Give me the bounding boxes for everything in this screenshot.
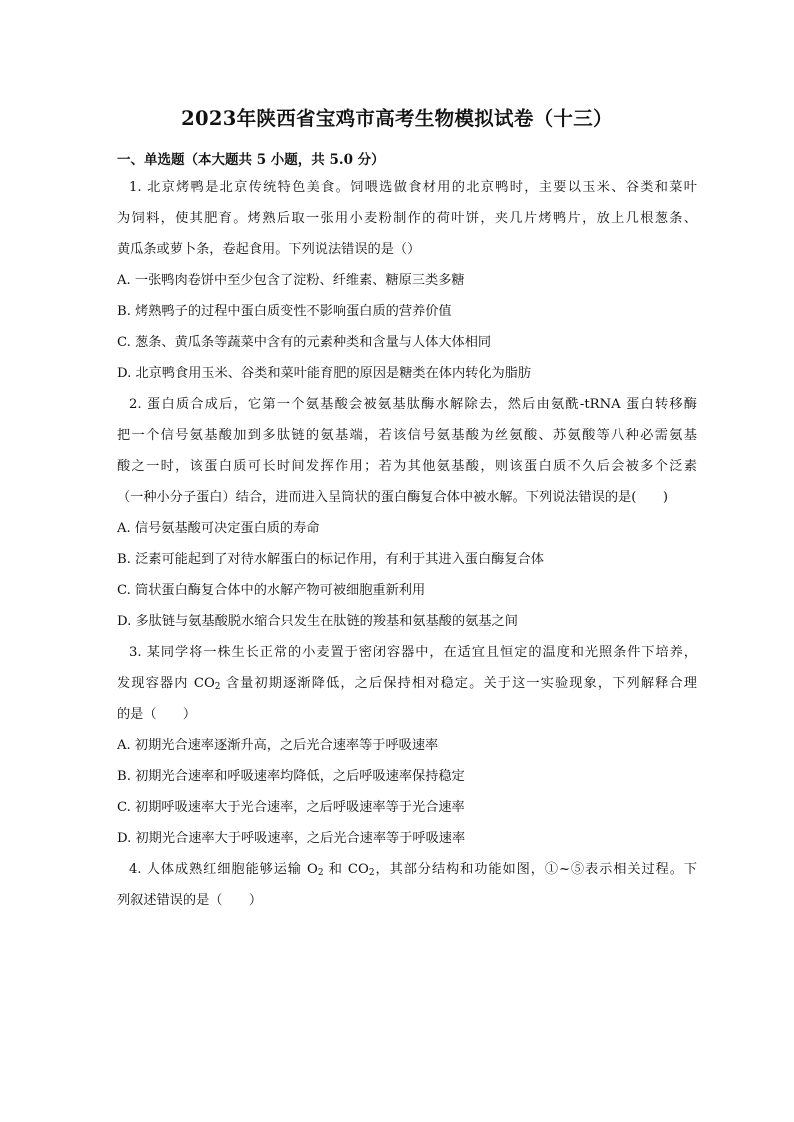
option-d: D. 多肽链与氨基酸脱水缩合只发生在肽链的羧基和氨基酸的氨基之间 [117,614,518,629]
question-text-line: 把一个信号氨基酸加到多肽链的氨基端，若该信号氨基酸为丝氨酸、苏氨酸等八种必需氨基 [117,428,697,443]
text-segment: 和 CO [323,862,369,877]
option-c: C. 初期呼吸速率大于光合速率，之后呼吸速率等于光合速率 [117,800,465,815]
question-text-line: 1. 北京烤鸭是北京传统特色美食。饲喂选做食材用的北京鸭时，主要以玉米、谷类和菜叶 [129,180,697,195]
question-text-line: 的是（ ） [117,707,197,722]
question-2 [117,389,697,637]
section-heading: 一、单选题（本大题共 5 小题，共 5.0 分） [117,152,385,168]
text-segment: 4. 人体成熟红细胞能够运输 O [129,862,318,877]
option-b: B. 烤熟鸭子的过程中蛋白质变性不影响蛋白质的营养价值 [117,304,452,319]
subscript: 2 [214,682,221,692]
page-title: 2023年陕西省宝鸡市高考生物模拟试卷（十三） [181,107,613,130]
question-text-line: 为饲料，使其肥育。烤熟后取一张用小麦粉制作的荷叶饼，夹几片烤鸭片，放上几根葱条、 [117,211,697,226]
question-list [117,172,697,916]
subscript: 2 [317,868,324,878]
text-segment: 发现容器内 CO [117,676,215,691]
question-text-line: 2. 蛋白质合成后，它第一个氨基酸会被氨基肽酶水解除去，然后由氨酰-tRNA 蛋白转移酶 [129,397,697,412]
question-text-line [117,668,697,699]
option-d: D. 初期光合速率大于呼吸速率，之后光合速率等于呼吸速率 [117,831,466,846]
option-a: A. 初期光合速率逐渐升高，之后光合速率等于呼吸速率 [117,738,439,753]
question-text-line: 3. 某同学将一株生长正常的小麦置于密闭容器中，在适宜且恒定的温度和光照条件下培养， [129,645,697,660]
subscript: 2 [368,868,375,878]
question-text-line: 酸之一时，该蛋白质可长时间发挥作用；若为其他氨基酸，则该蛋白质不久后会被多个泛素 [117,459,697,474]
question-1 [117,172,697,389]
option-a: A. 一张鸭肉卷饼中至少包含了淀粉、纤维素、糖原三类多糖 [117,273,465,288]
question-4 [117,854,697,916]
option-a: A. 信号氨基酸可决定蛋白质的寿命 [117,521,320,536]
text-segment: ，其部分结构和功能如图，①~⑤表示相关过程。下 [374,862,697,877]
text-segment: 含量初期逐渐降低，之后保持相对稳定。关于这一实验现象，下列解释合理 [220,676,697,691]
option-d: D. 北京鸭食用玉米、谷类和菜叶能育肥的原因是糖类在体内转化为脂肪 [117,366,532,381]
question-text-line [117,854,697,885]
question-text-line: 列叙述错误的是（ ） [117,893,263,908]
question-3 [117,637,697,854]
option-c: C. 葱条、黄瓜条等蔬菜中含有的元素种类和含量与人体大体相同 [117,335,492,350]
option-b: B. 初期光合速率和呼吸速率均降低，之后呼吸速率保持稳定 [117,769,465,784]
option-b: B. 泛素可能起到了对待水解蛋白的标记作用，有利于其进入蛋白酶复合体 [117,552,544,567]
question-text-line: 黄瓜条或萝卜条，卷起食用。下列说法错误的是（） [117,242,421,257]
option-c: C. 筒状蛋白酶复合体中的水解产物可被细胞重新利用 [117,583,426,598]
question-text-line: （一种小分子蛋白）结合，进而进入呈筒状的蛋白酶复合体中被水解。下列说法错误的是( ) [117,490,668,505]
